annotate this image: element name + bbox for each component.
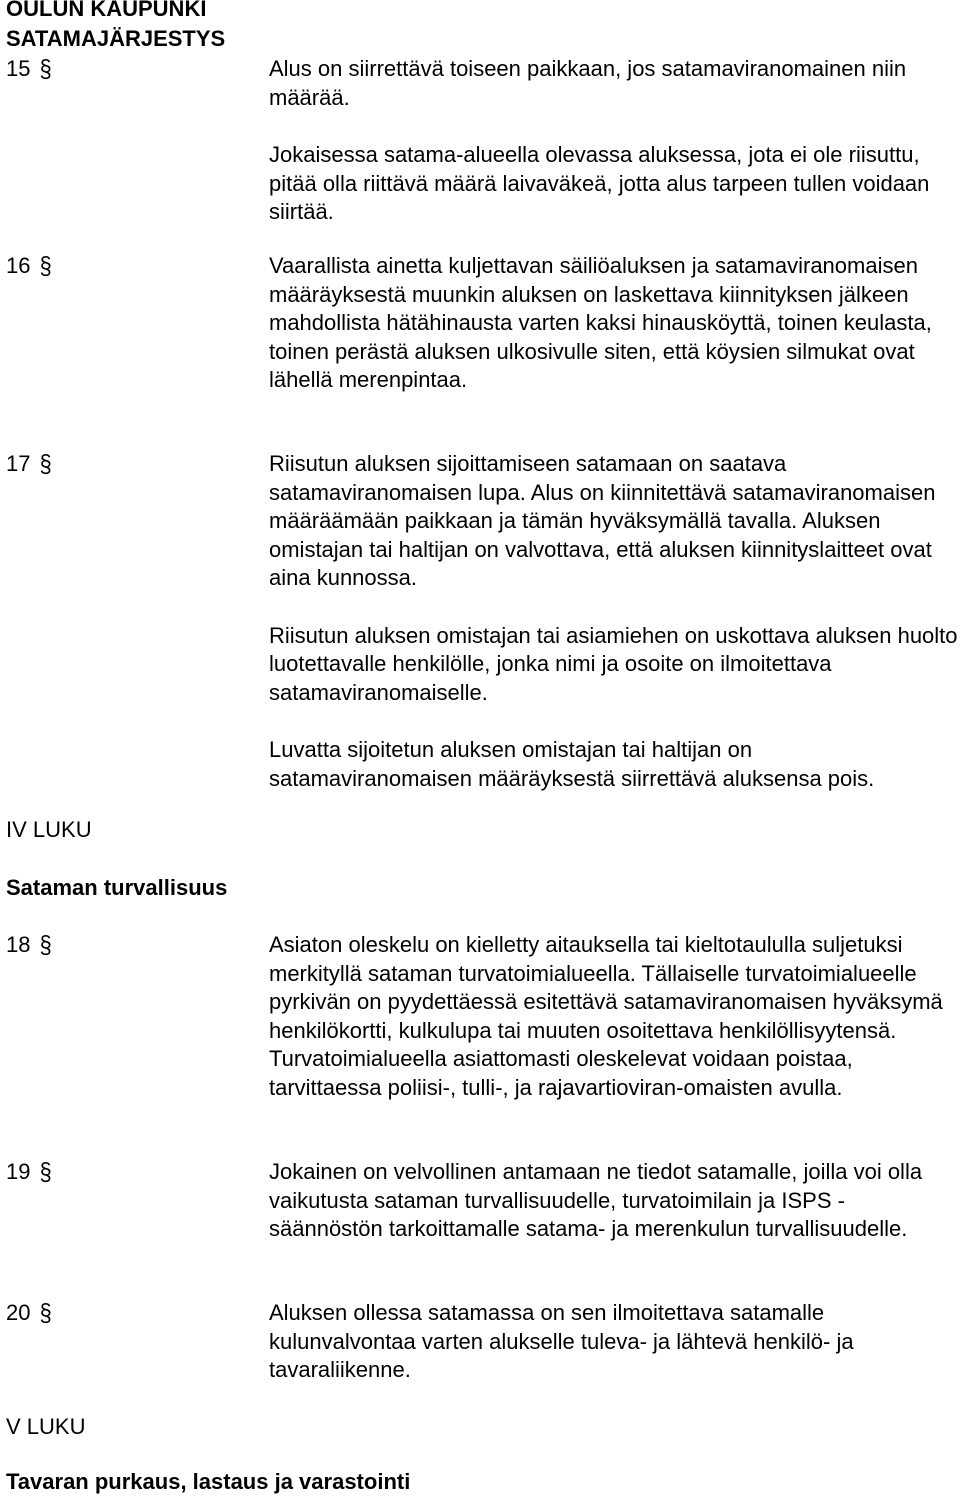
- section-17: [6, 450, 956, 793]
- chapter-v-label: V LUKU: [6, 1414, 86, 1439]
- section-20: [6, 1299, 956, 1385]
- section-paragraph: Vaarallista ainetta kuljettavan säiliöaluksen ja satamaviranomaisen määräyksestä muunkin aluksen on laskettava kiinnityksen jälkeen mahdollista hätähinausta varten kaksi hinausköyttä, toinen keulasta, toinen perästä aluksen ulkosivulle siten, että köysien silmukat ovat lähellä merenpintaa.: [269, 253, 932, 392]
- section-number: 16 §: [6, 252, 52, 281]
- section-number: 19 §: [6, 1158, 52, 1187]
- section-number: 15 §: [6, 55, 52, 84]
- section-sign: §: [39, 930, 52, 959]
- section-paragraph: Jokaisessa satama-alueella olevassa aluksessa, jota ei ole riisuttu, pitää olla riittävä määrä laivaväkeä, jotta alus tarpeen tullen voidaan siirtää.: [269, 142, 930, 224]
- section-number: 20 §: [6, 1299, 52, 1328]
- section-body: [269, 1299, 959, 1385]
- header-city: OULUN KAUPUNKI: [6, 0, 207, 21]
- section-body: [269, 931, 959, 1102]
- header-document-title: SATAMAJÄRJESTYS: [6, 26, 226, 51]
- section-sign: §: [39, 54, 52, 83]
- section-number: 17 §: [6, 450, 52, 479]
- section-body: [269, 252, 959, 395]
- section-body: [269, 55, 959, 227]
- section-sign: §: [39, 449, 52, 478]
- section-15: [6, 55, 956, 227]
- section-16: [6, 252, 956, 395]
- section-paragraph: Aluksen ollessa satamassa on sen ilmoitettava satamalle kulunvalvontaa varten alukselle tuleva- ja lähtevä henkilö- ja tavaraliikenne.: [269, 1300, 854, 1382]
- section-sign: §: [39, 1298, 52, 1327]
- section-paragraph: Riisutun aluksen sijoittamiseen satamaan on saatava satamaviranomaisen lupa. Alus on kiinnitettävä satamaviranomaisen määräämään paikkaan ja tämän hyväksymällä tavalla. Aluksen omistajan tai haltijan on valvottava, että aluksen kiinnityslaitteet ovat aina kunnossa.: [269, 451, 936, 590]
- chapter-iv-title: Sataman turvallisuus: [6, 875, 228, 900]
- section-paragraph: Luvatta sijoitetun aluksen omistajan tai haltijan on satamaviranomaisen määräyksestä siirrettävä aluksensa pois.: [269, 737, 875, 791]
- chapter-iv-label: IV LUKU: [6, 817, 92, 842]
- section-paragraph: Riisutun aluksen omistajan tai asiamiehen on uskottava aluksen huolto luotettavalle henkilölle, jonka nimi ja osoite on ilmoitettava satamaviranomaiselle.: [269, 622, 958, 705]
- section-18: [6, 931, 956, 1102]
- section-sign: §: [39, 1157, 52, 1186]
- section-sign: §: [39, 251, 52, 280]
- section-paragraph: Jokainen on velvollinen antamaan ne tiedot satamalle, joilla voi olla vaikutusta sataman turvallisuudelle, turvatoimilain ja ISPS - säännöstön tarkoittamalle satama- ja merenkulun turvallisuudelle.: [269, 1159, 923, 1241]
- section-body: [269, 450, 959, 793]
- section-body: [269, 1158, 959, 1244]
- section-paragraph: Alus on siirrettävä toiseen paikkaan, jos satamaviranomainen niin määrää.: [269, 56, 907, 110]
- section-paragraph: Asiaton oleskelu on kielletty aitauksella tai kieltotaululla suljetuksi merkityllä sataman turvatoimialueella. Tällaiselle turvatoimialueelle pyrkivän on pyydettäessä esitettävä satamaviranomaisen hyväksymä henkilökortti, kulkulupa tai muuten osoitettava henkilöllisyytensä. Turvatoimialueella asiattomasti oleskelevat voidaan poistaa, tarvittaessa poliisi-, tulli-, ja rajavartioviran-omaisten avulla.: [269, 932, 943, 1100]
- chapter-v-title: Tavaran purkaus, lastaus ja varastointi: [6, 1469, 411, 1494]
- section-19: [6, 1158, 956, 1244]
- document-header: [6, 0, 225, 54]
- section-number: 18 §: [6, 931, 52, 960]
